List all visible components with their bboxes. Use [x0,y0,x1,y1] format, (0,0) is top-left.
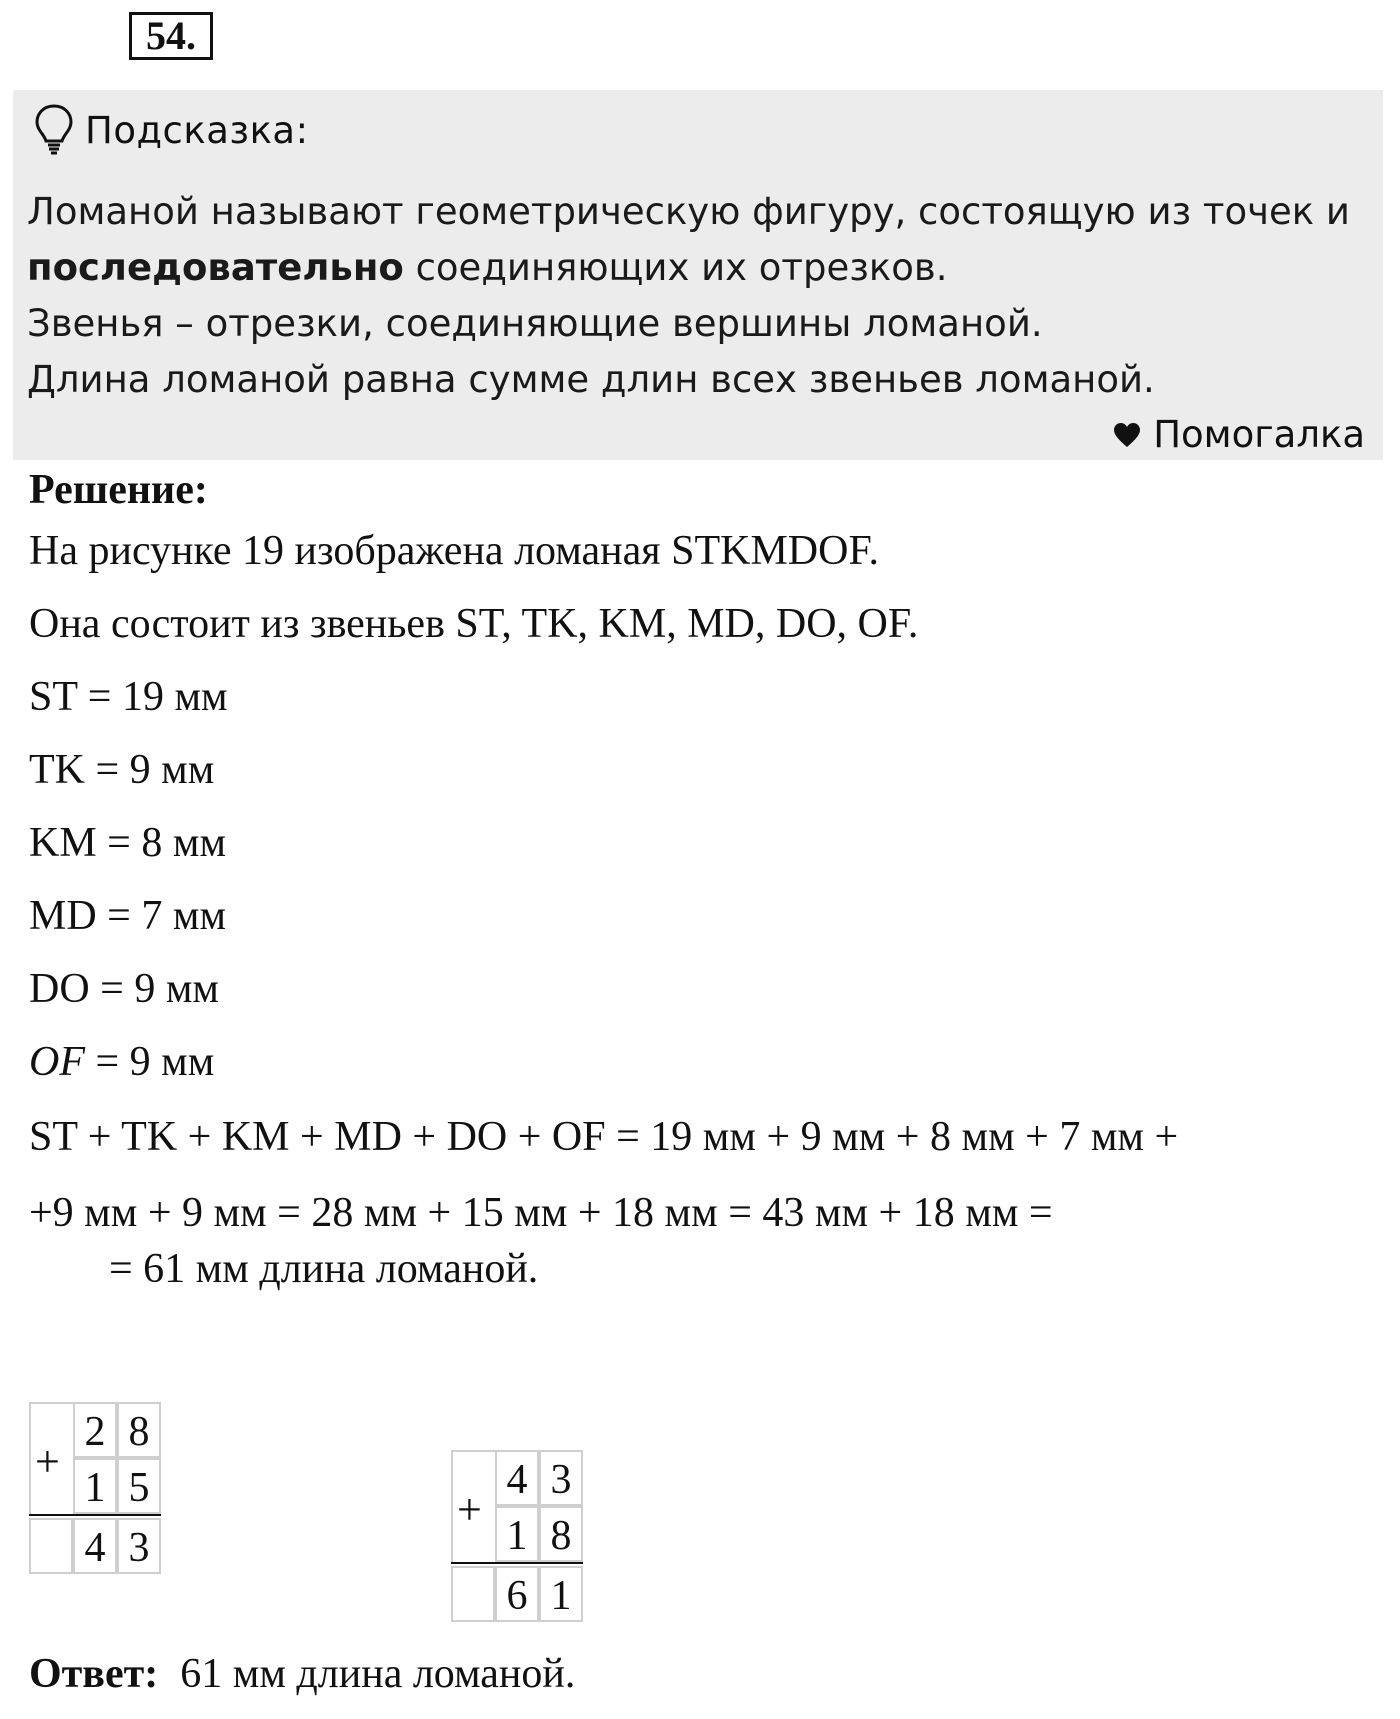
digit: 1 [73,1458,117,1514]
heart-icon [1113,422,1141,448]
sum-line [451,1562,583,1564]
hint-line-3: Звенья – отрезки, соединяющие вершины ломаной. [27,302,1043,345]
brand-name: Помогалка [1153,413,1365,456]
answer-line [29,1650,575,1698]
solution-section [29,455,1369,1292]
digit: 8 [539,1506,583,1562]
digit: 3 [117,1518,161,1574]
column-addition-2 [451,1450,583,1624]
digit: 8 [117,1402,161,1458]
task-number: 54. [129,12,213,60]
digit: 4 [495,1450,539,1506]
hint-bold-word: последовательно [27,246,404,289]
digit: 1 [539,1566,583,1622]
segment-of-value: = 9 мм [85,1039,215,1085]
digit: 3 [539,1450,583,1506]
solution-heading: Решение: [29,467,208,513]
sum-line [29,1514,161,1516]
lightbulb-icon [33,103,75,157]
sum-line-2: +9 мм + 9 мм = 28 мм + 15 мм + 18 мм = 43 мм + 18 мм = [29,1190,1053,1236]
hint-line-1: Ломаной называют геометрическую фигуру, состоящую из точек и [27,190,1350,233]
hint-line-2-rest: соединяющих их отрезков. [403,246,948,289]
hint-panel [13,90,1383,460]
digit: 5 [117,1458,161,1514]
plus-sign: + [457,1485,482,1534]
hint-title: Подсказка: [85,108,309,152]
answer-label: Ответ: [29,1651,159,1697]
segment-of-var: OF [29,1039,85,1085]
solution-line-1: На рисунке 19 изображена ломаная STKMDOF. [29,528,879,574]
segment-md: MD = 7 мм [29,893,227,939]
column-addition-1 [29,1402,161,1576]
digit: 4 [73,1518,117,1574]
segment-of [29,1038,214,1086]
segment-tk: TK = 9 мм [29,747,215,793]
brand-label [1113,413,1365,456]
hint-text [27,184,1367,408]
answer-text: 61 мм длина ломаной. [180,1651,576,1697]
segment-st: ST = 19 мм [29,674,228,720]
hint-line-2 [27,240,1367,296]
digit: 1 [495,1506,539,1562]
sum-line-1: ST + TK + KM + MD + DO + OF = 19 мм + 9 мм + 8 мм + 7 мм + [29,1114,1179,1160]
digit: 6 [495,1566,539,1622]
sum-line-3: = 61 мм длина ломаной. [109,1246,539,1292]
hint-line-4: Длина ломаной равна сумме длин всех звеньев ломаной. [27,358,1155,401]
digit: 2 [73,1402,117,1458]
segment-do: DO = 9 мм [29,966,220,1012]
solution-line-2: Она состоит из звеньев ST, TK, KM, MD, DO, OF. [29,601,919,647]
plus-sign: + [35,1437,60,1486]
segment-km: KM = 8 мм [29,820,227,866]
hint-header [33,100,309,160]
